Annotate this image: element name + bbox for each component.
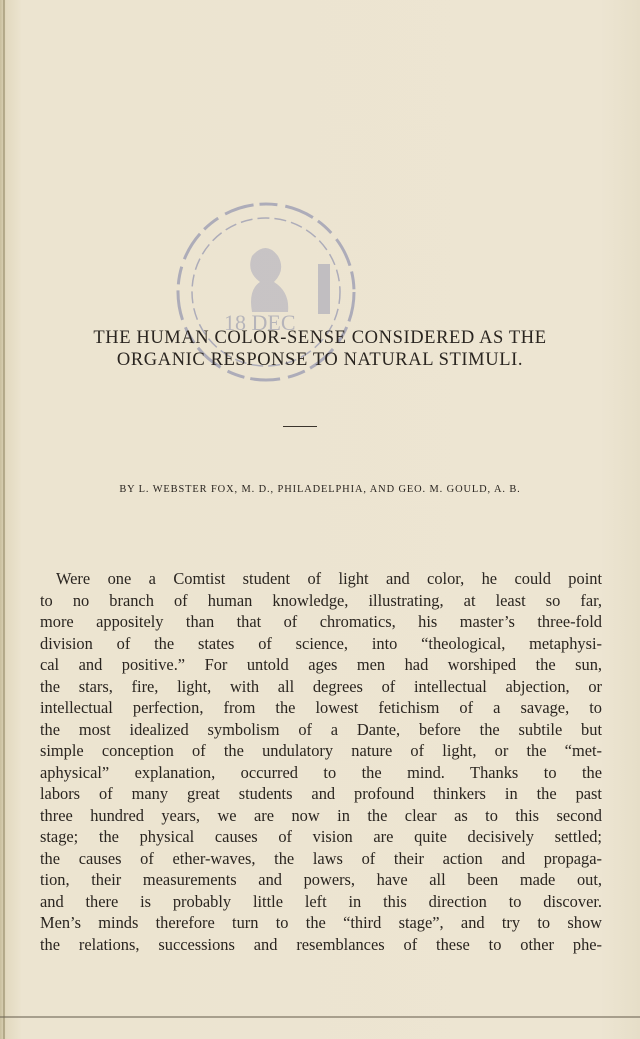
- body-line: to no branch of human knowledge, illustrating, at least so far,: [40, 590, 602, 610]
- article-title: [0, 327, 640, 371]
- binding-edge: [3, 0, 5, 1039]
- body-line: labors of many great students and profound thinkers in the past: [40, 784, 602, 803]
- body-line: stage; the physical causes of vision are quite decisively settled;: [40, 827, 602, 846]
- body-line: the relations, successions and resemblances of these to other phe-: [40, 934, 602, 954]
- bottom-edge-rule: [0, 1016, 640, 1018]
- stamp-date: 18 DEC: [224, 310, 296, 335]
- article-body: [40, 568, 602, 955]
- author-byline: BY L. WEBSTER FOX, M. D., PHILADELPHIA, AND GEO. M. GOULD, A. B.: [119, 484, 521, 495]
- body-line: Men’s minds therefore turn to the “third stage”, and try to show: [40, 913, 602, 932]
- body-line: the most idealized symbolism of a Dante, before the subtile but: [40, 719, 602, 739]
- body-line: Were one a Comtist student of light and color, he could point: [56, 569, 602, 588]
- body-line: simple conception of the undulatory nature of light, or the “met-: [40, 741, 602, 760]
- body-line: tion, their measurements and powers, have all been made out,: [40, 870, 602, 889]
- body-line: three hundred years, we are now in the clear as to this second: [40, 805, 602, 825]
- separator-rule: [283, 426, 317, 427]
- body-line: division of the states of science, into “theological, metaphysi-: [40, 633, 602, 653]
- body-line: the stars, fire, light, with all degrees of intellectual abjection, or: [40, 676, 602, 696]
- body-line: the causes of ether-waves, the laws of their action and propaga-: [40, 848, 602, 868]
- title-line: ORGANIC RESPONSE TO NATURAL STIMULI.: [116, 350, 524, 370]
- body-line: cal and positive.” For untold ages men had worshiped the sun,: [40, 655, 602, 674]
- body-line: intellectual perfection, from the lowest fetichism of a savage, to: [40, 698, 602, 717]
- body-line: aphysical” explanation, occurred to the mind. Thanks to the: [40, 762, 602, 782]
- body-line: and there is probably little left in this direction to discover.: [40, 891, 602, 911]
- body-line: more appositely than that of chromatics, his master’s three-fold: [40, 612, 602, 631]
- title-line: THE HUMAN COLOR-SENSE CONSIDERED AS THE: [93, 328, 547, 348]
